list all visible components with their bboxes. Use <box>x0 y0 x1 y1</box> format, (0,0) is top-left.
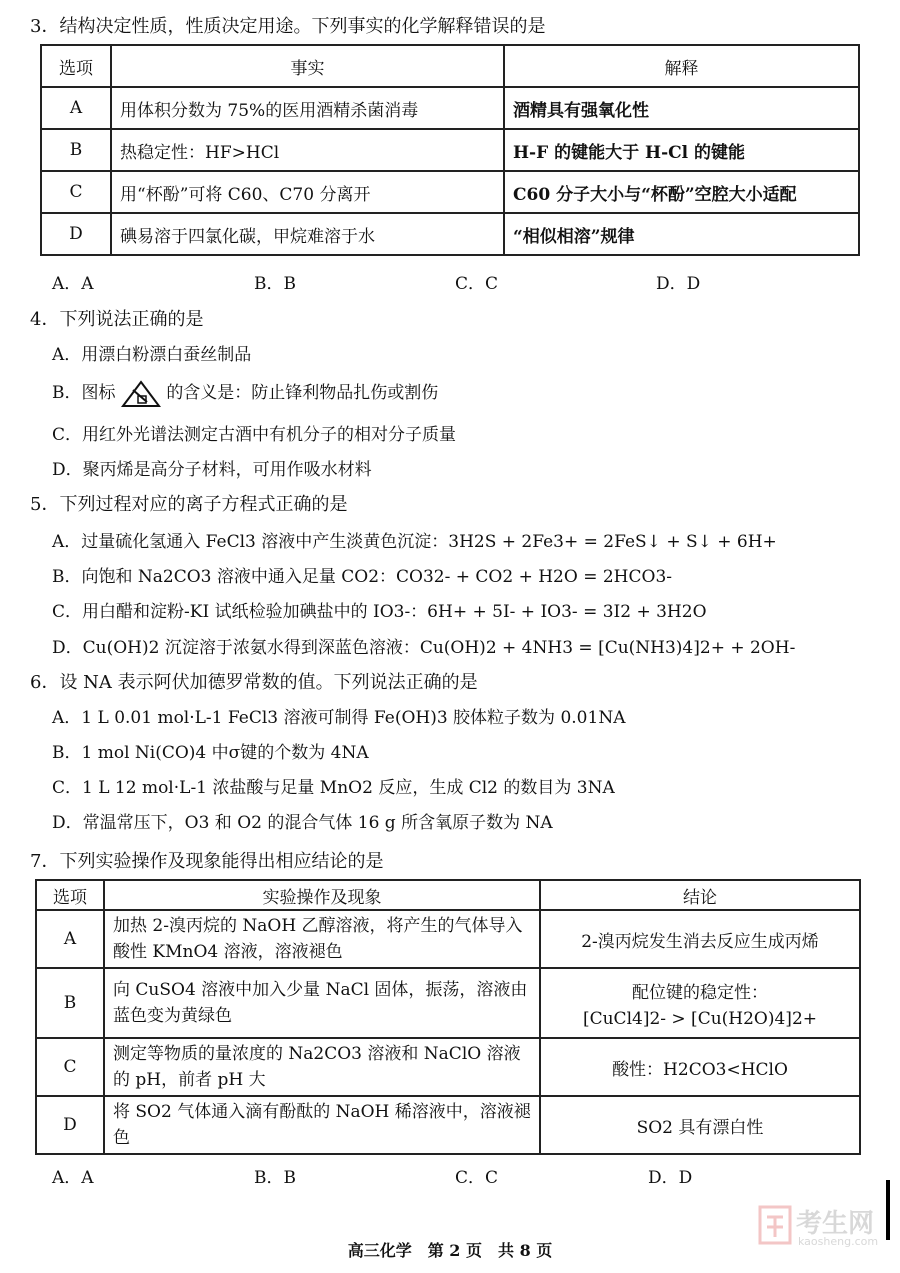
q7-row-d-conclusion: SO2 具有漂白性 <box>540 1096 860 1154</box>
q3-choices <box>0 269 900 293</box>
q3-stem: 3．结构决定性质，性质决定用途。下列事实的化学解释错误的是 <box>30 16 546 37</box>
q3-header-explain: 解释 <box>504 45 859 87</box>
q3-row-c-option: C <box>41 171 111 213</box>
q7-row-c-conclusion: 酸性：H2CO3<HClO <box>540 1038 860 1096</box>
q7-choice-b[interactable]: B．B <box>254 1168 296 1188</box>
q3-row-d-fact: 碘易溶于四氯化碳，甲烷难溶于水 <box>111 213 504 255</box>
q7-header-option: 选项 <box>36 880 104 910</box>
q3-header-option: 选项 <box>41 45 111 87</box>
q3-row-c-fact: 用“杯酚”可将 C60、C70 分离开 <box>111 171 504 213</box>
q7-row-a-conclusion: 2-溴丙烷发生消去反应生成丙烯 <box>540 910 860 968</box>
q7-row-b-option: B <box>36 968 104 1038</box>
q4-option-b-post: 的含义是：防止锋利物品扎伤或割伤 <box>166 383 439 403</box>
q7-row-d-option: D <box>36 1096 104 1154</box>
q7-header-conclusion: 结论 <box>540 880 860 910</box>
q7-row-b-conclusion-cell <box>540 968 860 1038</box>
q4-option-c[interactable]: C．用红外光谱法测定古酒中有机分子的相对分子质量 <box>52 425 457 445</box>
watermark-brand: 考生网 <box>796 1209 875 1239</box>
q7-row-b-operation: 向 CuSO4 溶液中加入少量 NaCl 固体，振荡，溶液由蓝色变为黄绿色 <box>104 968 540 1038</box>
q7-table <box>35 879 861 1155</box>
q7-row-c-option: C <box>36 1038 104 1096</box>
q3-header-fact: 事实 <box>111 45 504 87</box>
scan-edge-mark <box>886 1180 890 1240</box>
q6-option-d[interactable]: D．常温常压下，O3 和 O2 的混合气体 16 g 所含氧原子数为 NA <box>52 813 553 833</box>
q5-option-a[interactable]: A．过量硫化氢通入 FeCl3 溶液中产生淡黄色沉淀：3H2S + 2Fe3+ = 2FeS↓ + S↓ + 6H+ <box>52 532 777 552</box>
q3-row-a-option: A <box>41 87 111 129</box>
q4-option-a[interactable]: A．用漂白粉漂白蚕丝制品 <box>52 345 252 365</box>
q7-choice-a[interactable]: A．A <box>52 1168 94 1188</box>
q4-stem: 4．下列说法正确的是 <box>30 309 204 330</box>
q3-row-b-fact: 热稳定性：HF>HCl <box>111 129 504 171</box>
q3-row-b-explain: H-F 的键能大于 H-Cl 的键能 <box>504 129 859 171</box>
watermark <box>758 1203 878 1251</box>
q7-row-a-operation: 加热 2-溴丙烷的 NaOH 乙醇溶液，将产生的气体导入酸性 KMnO4 溶液，溶液褪色 <box>104 910 540 968</box>
q3-choice-a[interactable]: A．A <box>52 274 94 294</box>
q5-stem: 5．下列过程对应的离子方程式正确的是 <box>30 494 348 515</box>
q5-option-c[interactable]: C．用白醋和淀粉-KI 试纸检验加碘盐中的 IO3-：6H+ + 5I- + IO3- = 3I2 + 3H2O <box>52 602 707 622</box>
q7-row-b-conclusion: 配位键的稳定性： <box>632 982 768 1003</box>
q7-choice-c[interactable]: C．C <box>455 1168 499 1188</box>
q3-row-d-explain: “相似相溶”规律 <box>504 213 859 255</box>
watermark-logo-icon <box>758 1205 792 1245</box>
q7-header-operation: 实验操作及现象 <box>104 880 540 910</box>
q7-row-c-operation: 测定等物质的量浓度的 Na2CO3 溶液和 NaClO 溶液的 pH，前者 pH 大 <box>104 1038 540 1096</box>
q6-option-b[interactable]: B．1 mol Ni(CO)4 中σ键的个数为 4NA <box>52 743 369 763</box>
q3-row-c-explain: C60 分子大小与“杯酚”空腔大小适配 <box>504 171 859 213</box>
q3-row-a-explain: 酒精具有强氧化性 <box>504 87 859 129</box>
q6-stem: 6．设 NA 表示阿伏加德罗常数的值。下列说法正确的是 <box>30 672 478 693</box>
q3-row-a-fact: 用体积分数为 75%的医用酒精杀菌消毒 <box>111 87 504 129</box>
sharp-objects-warning-icon <box>121 380 161 408</box>
q3-choice-b[interactable]: B．B <box>254 274 296 294</box>
q3-table <box>40 44 860 256</box>
watermark-site: kaosheng.com <box>798 1235 879 1248</box>
q3-row-d-option: D <box>41 213 111 255</box>
q4-option-b[interactable] <box>52 378 438 408</box>
q7-choices <box>0 1163 900 1187</box>
q3-choice-c[interactable]: C．C <box>455 274 499 294</box>
q4-option-d[interactable]: D．聚丙烯是高分子材料，可用作吸水材料 <box>52 460 372 480</box>
q3-choice-d[interactable]: D．D <box>656 274 701 294</box>
q7-stem: 7．下列实验操作及现象能得出相应结论的是 <box>30 851 384 872</box>
q6-option-a[interactable]: A．1 L 0.01 mol·L-1 FeCl3 溶液可制得 Fe(OH)3 胶体粒子数为 0.01NA <box>52 708 626 728</box>
q7-choice-d[interactable]: D．D <box>648 1168 693 1188</box>
q3-row-b-option: B <box>41 129 111 171</box>
q7-row-b-conclusion-formula: [CuCl4]2- > [Cu(H2O)4]2+ <box>582 1008 818 1029</box>
q4-option-b-pre: B．图标 <box>52 383 116 403</box>
page-footer: 高三化学 第 2 页 共 8 页 <box>347 1241 553 1260</box>
q7-row-d-operation: 将 SO2 气体通入滴有酚酞的 NaOH 稀溶液中，溶液褪色 <box>104 1096 540 1154</box>
q6-option-c[interactable]: C．1 L 12 mol·L-1 浓盐酸与足量 MnO2 反应，生成 Cl2 的数目为 3NA <box>52 778 615 798</box>
q7-row-a-option: A <box>36 910 104 968</box>
q5-option-d[interactable]: D．Cu(OH)2 沉淀溶于浓氨水得到深蓝色溶液：Cu(OH)2 + 4NH3 = [Cu(NH3)4]2+ + 2OH- <box>52 638 796 658</box>
q5-option-b[interactable]: B．向饱和 Na2CO3 溶液中通入足量 CO2：CO32- + CO2 + H2O = 2HCO3- <box>52 567 673 587</box>
